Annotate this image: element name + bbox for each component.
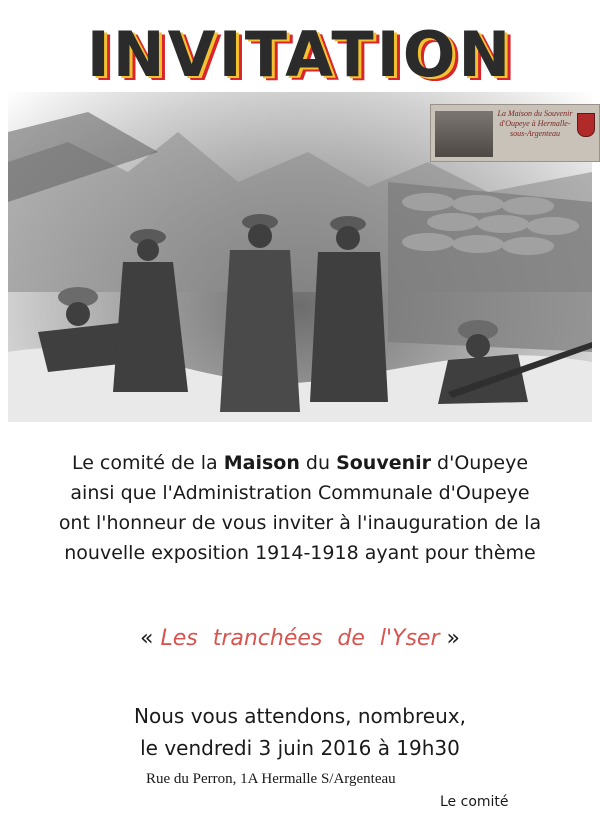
closing-line-1: Nous vous attendons, nombreux, [134, 704, 466, 728]
invitation-intro [0, 448, 600, 568]
intro-souvenir: Souvenir [336, 452, 432, 474]
intro-line-2: ainsi que l'Administration Communale d'Oupeye [70, 482, 530, 504]
intro-text: d'Oupeye [431, 452, 529, 474]
intro-text: Le comité de la [71, 452, 224, 474]
logo-building-image [435, 111, 493, 157]
event-date: le vendredi 3 juin 2016 à 19h30 [140, 736, 460, 760]
intro-text: du [299, 452, 337, 474]
logo-text: La Maison du Souvenir d'Oupeye à Hermalle-sous-Argenteau [497, 109, 573, 138]
open-quote: « [140, 626, 154, 651]
event-address: Rue du Perron, 1A Hermalle S/Argenteau [146, 771, 396, 787]
intro-line-4: nouvelle exposition 1914-1918 ayant pour thème [64, 542, 536, 564]
intro-line-3: ont l'honneur de vous inviter à l'inauguration de la [58, 512, 542, 534]
page-title: INVITATION [86, 18, 514, 91]
exhibition-theme [0, 626, 600, 651]
exhibition-title: Les tranchées de l'Yser [160, 626, 440, 651]
signature: Le comité [440, 794, 509, 810]
maison-du-souvenir-logo [430, 104, 600, 162]
crest-icon [577, 113, 595, 137]
close-quote: » [446, 626, 460, 651]
intro-line-1 [0, 448, 600, 478]
closing-text [0, 700, 600, 764]
intro-maison: Maison [223, 452, 300, 474]
